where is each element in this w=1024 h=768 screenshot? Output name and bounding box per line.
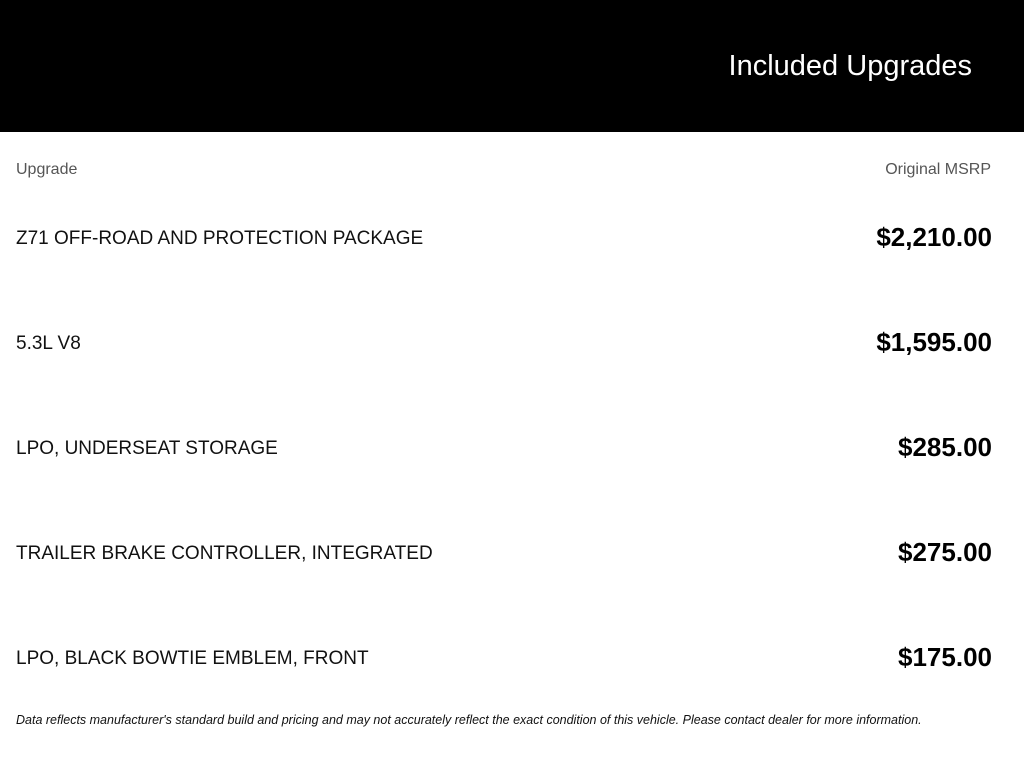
upgrade-price: $1,595.00	[876, 327, 992, 357]
table-row	[0, 395, 1024, 500]
upgrade-name: LPO, UNDERSEAT STORAGE	[16, 438, 278, 459]
upgrade-name: LPO, BLACK BOWTIE EMBLEM, FRONT	[16, 648, 369, 669]
upgrade-price: $175.00	[898, 642, 992, 672]
column-header-upgrade: Upgrade	[16, 161, 78, 178]
upgrade-price: $275.00	[898, 537, 992, 567]
upgrades-table	[0, 185, 1024, 710]
upgrade-price: $285.00	[898, 432, 992, 462]
upgrade-name: 5.3L V8	[16, 333, 81, 354]
column-header-msrp: Original MSRP	[885, 161, 991, 178]
page-title: Included Upgrades	[728, 50, 972, 82]
disclaimer-text: Data reflects manufacturer's standard build and pricing and may not accurately reflect the exact condition of this vehicle. Please contact dealer for more information.	[16, 713, 922, 727]
upgrade-name: Z71 OFF-ROAD AND PROTECTION PACKAGE	[16, 228, 424, 249]
upgrade-price: $2,210.00	[876, 222, 992, 252]
table-row	[0, 605, 1024, 710]
table-row	[0, 500, 1024, 605]
upgrade-name: TRAILER BRAKE CONTROLLER, INTEGRATED	[16, 543, 433, 564]
table-row	[0, 185, 1024, 290]
page-header	[0, 0, 1024, 132]
table-row	[0, 290, 1024, 395]
